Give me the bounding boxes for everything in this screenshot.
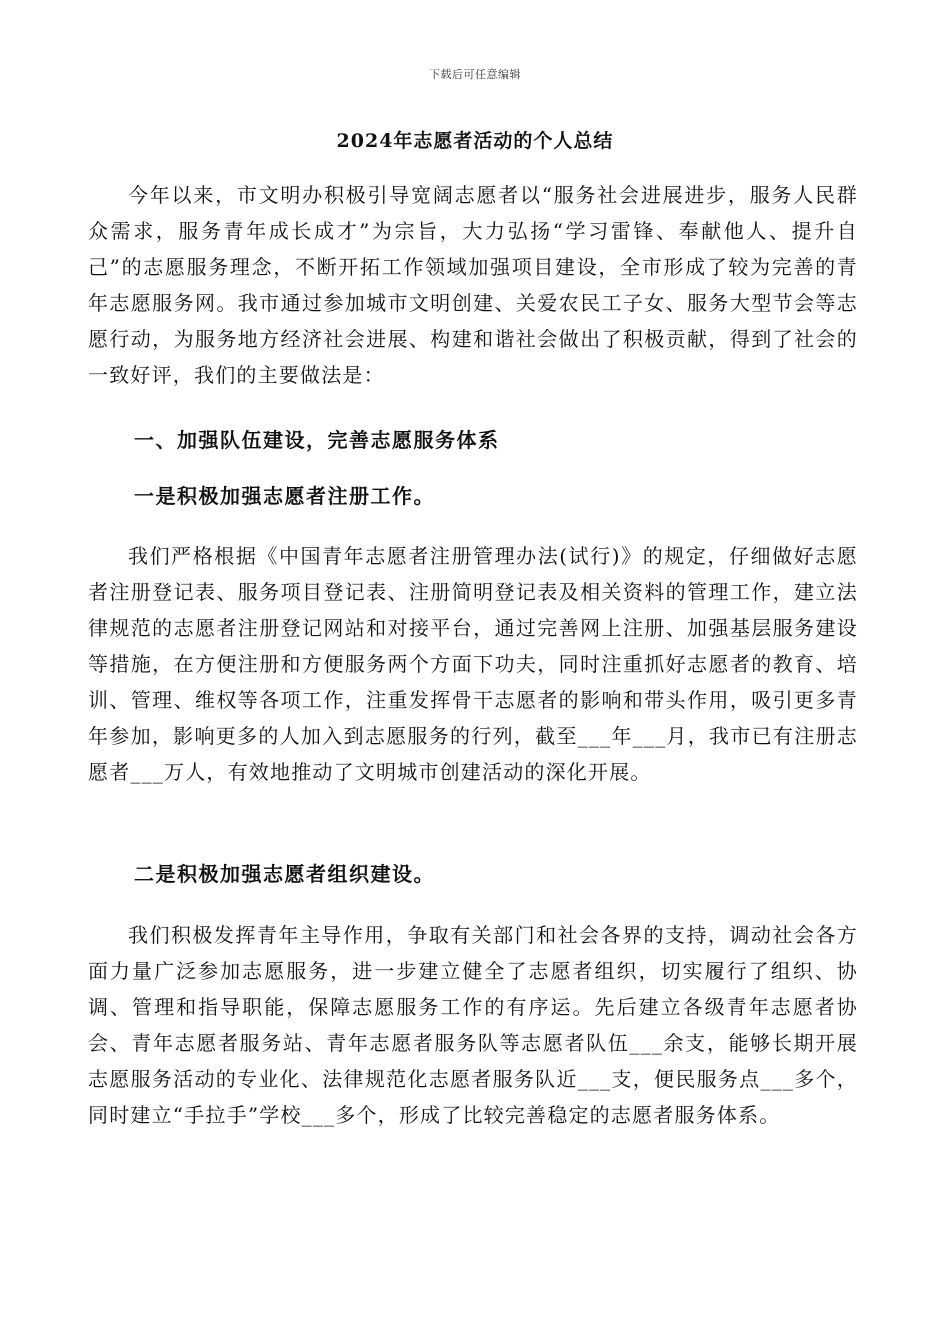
subsection1-heading: 一是积极加强志愿者注册工作。 [134, 484, 435, 508]
header-note: 下载后可任意编辑 [429, 68, 521, 81]
subsection1-paragraph: 我们严格根据《中国青年志愿者注册管理办法(试行)》的规定，仔细做好志愿者注册登记表、服务项目登记表、注册简明登记表及相关资料的管理工作，建立法律规范的志愿者注册登记网站和对接平台，通过完善网上注册、加强基层服务建设等措施，在方便注册和方便服务两个方面下功夫，同时注重抓好志愿者的教育、培训、管理、维权等各项工作，注重发挥骨干志愿者的影响和带头作用，吸引更多青年参加，影响更多的人加入到志愿服务的行列，截至___年___月，我市已有注册志愿者___万人，有效地推动了文明城市创建活动的深化开展。 [88, 544, 858, 784]
subsection2-heading: 二是积极加强志愿者组织建设。 [134, 862, 435, 886]
document-title: 2024年志愿者活动的个人总结 [336, 130, 614, 152]
intro-paragraph: 今年以来，市文明办积极引导宽阔志愿者以“服务社会进展进步，服务人民群众需求，服务青年成长成才”为宗旨，大力弘扬“学习雷锋、奉献他人、提升自己”的志愿服务理念，不断开拓工作领域加强项目建设，全市形成了较为完善的青年志愿服务网。我市通过参加城市文明创建、关爱农民工子女、服务大型节会等志愿行动，为服务地方经济社会进展、构建和谐社会做出了积极贡献，得到了社会的一致好评，我们的主要做法是： [88, 183, 858, 387]
subsection2-paragraph: 我们积极发挥青年主导作用，争取有关部门和社会各界的支持，调动社会各方面力量广泛参加志愿服务，进一步建立健全了志愿者组织，切实履行了组织、协调、管理和指导职能，保障志愿服务工作的有序运。先后建立各级青年志愿者协会、青年志愿者服务站、青年志愿者服务队等志愿者队伍___余支，能够长期开展志愿服务活动的专业化、法律规范化志愿者服务队近___支，便民服务点___多个，同时建立“手拉手”学校___多个，形成了比较完善稳定的志愿者服务体系。 [88, 923, 858, 1127]
section1-heading: 一、加强队伍建设，完善志愿服务体系 [134, 428, 500, 452]
